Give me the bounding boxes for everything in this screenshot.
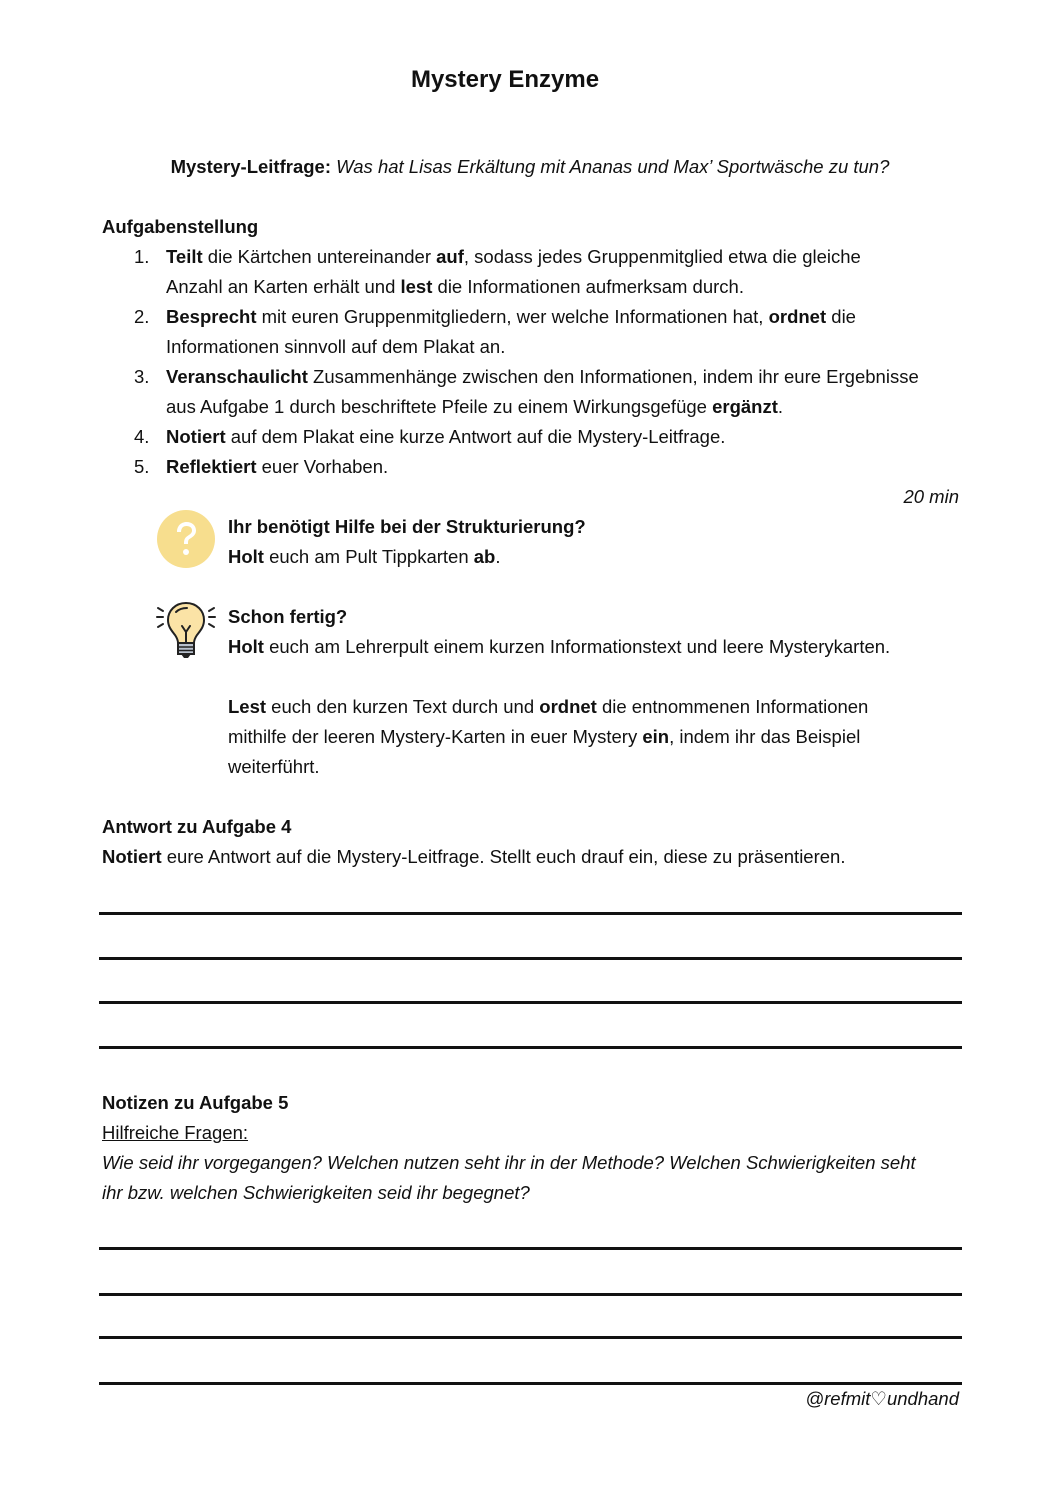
bold-verb: Veranschaulicht [166,366,308,387]
answer-writing-line[interactable] [99,912,962,915]
answer-instruction [102,846,845,868]
text-run: auf dem Plakat eine kurze Antwort auf die Mystery-Leitfrage. [225,426,726,447]
notes-writing-line[interactable] [99,1336,962,1339]
bold-verb: ordnet [768,306,827,327]
text-run: Anzahl an Karten erhält und [166,276,401,297]
notes-subheading: Hilfreiche Fragen: [102,1122,249,1143]
bold-verb: ein [642,726,670,747]
text-run: euch am Lehrerpult einem kurzen Informationstext und leere Mysterykarten. [263,636,891,657]
footer-credit: @refmit♡undhand [805,1388,959,1409]
text-run: eure Antwort auf die Mystery-Leitfrage. Stellt euch drauf ein, diese zu präsentieren. [161,846,846,867]
done-heading: Schon fertig? [228,606,348,627]
text-run: weiterführt. [228,756,320,777]
task-number: 1. [134,246,150,267]
done-paragraph-line [228,756,320,778]
text-run: euch am Pult Tippkarten [263,546,474,567]
bold-verb: Reflektiert [166,456,257,477]
mystery-leitfrage [0,156,1060,178]
notes-writing-line[interactable] [99,1247,962,1250]
answer-heading: Antwort zu Aufgabe 4 [102,816,292,837]
task-number: 3. [134,366,150,387]
help-heading: Ihr benötigt Hilfe bei der Strukturierung? [228,516,586,537]
bold-verb: Teilt [166,246,203,267]
text-run: Informationen sinnvoll auf dem Plakat an. [166,336,506,357]
text-run: die entnommenen Informationen [596,696,869,717]
bold-verb: Notiert [166,426,226,447]
bold-verb: Holt [228,636,264,657]
task-item-line [134,336,505,358]
question-circle-icon [157,510,215,568]
text-run: aus Aufgabe 1 durch beschriftete Pfeile zu einem Wirkungsgefüge [166,396,713,417]
notes-question-line: Wie seid ihr vorgegangen? Welchen nutzen seht ihr in der Methode? Welchen Schwierigkeiten seht [102,1152,916,1173]
notes-question-line: ihr bzw. welchen Schwierigkeiten seid ihr begegnet? [102,1182,530,1203]
text-run: Zusammenhänge zwischen den Informationen, indem ihr eure Ergebnisse [307,366,919,387]
task-item-line [134,426,725,448]
text-run: die Kärtchen untereinander [202,246,437,267]
text-run: , indem ihr das Beispiel [669,726,861,747]
answer-writing-line[interactable] [99,1001,962,1004]
text-run: , sodass jedes Gruppenmitglied etwa die gleiche [463,246,861,267]
notes-heading: Notizen zu Aufgabe 5 [102,1092,289,1113]
text-run: mit euren Gruppenmitgliedern, wer welche Informationen hat, [256,306,769,327]
help-line [228,546,500,568]
text-run: . [777,396,784,417]
task-item-line [134,396,783,418]
page-title: Mystery Enzyme [410,66,600,93]
lightbulb-icon [154,600,218,660]
text-run: euch den kurzen Text durch und [266,696,540,717]
task-item-line [134,456,388,478]
task-item-line [134,366,919,388]
bold-verb: Lest [228,696,267,717]
answer-writing-line[interactable] [99,957,962,960]
answer-writing-line[interactable] [99,1046,962,1049]
text-run: . [495,546,501,567]
bold-verb: lest [400,276,433,297]
leitfrage-label: Mystery-Leitfrage: [170,156,331,177]
text-run: mithilfe der leeren Mystery-Karten in euer Mystery [228,726,643,747]
leitfrage-question: Was hat Lisas Erkältung mit Ananas und Max’ Sportwäsche zu tun? [336,156,890,177]
done-paragraph-line [228,726,860,748]
task-item-line [134,306,856,328]
task-number: 4. [134,426,150,447]
bold-verb: Holt [228,546,264,567]
text-run: euer Vorhaben. [256,456,389,477]
done-paragraph-line [228,696,868,718]
done-line [228,636,890,658]
bold-verb: ergänzt [712,396,778,417]
text-run: die Informationen aufmerksam durch. [432,276,744,297]
task-item-line [134,276,744,298]
notes-writing-line[interactable] [99,1293,962,1296]
bold-verb: ab [473,546,496,567]
task-item-line [134,246,861,268]
task-number: 2. [134,306,150,327]
bold-verb: auf [436,246,464,267]
notes-writing-line[interactable] [99,1382,962,1385]
text-run: die [826,306,856,327]
time-estimate: 20 min [903,486,959,507]
bold-verb: Besprecht [166,306,257,327]
task-number: 5. [134,456,150,477]
bold-verb: ordnet [539,696,597,717]
bold-verb: Notiert [102,846,162,867]
tasks-heading: Aufgabenstellung [102,216,259,237]
